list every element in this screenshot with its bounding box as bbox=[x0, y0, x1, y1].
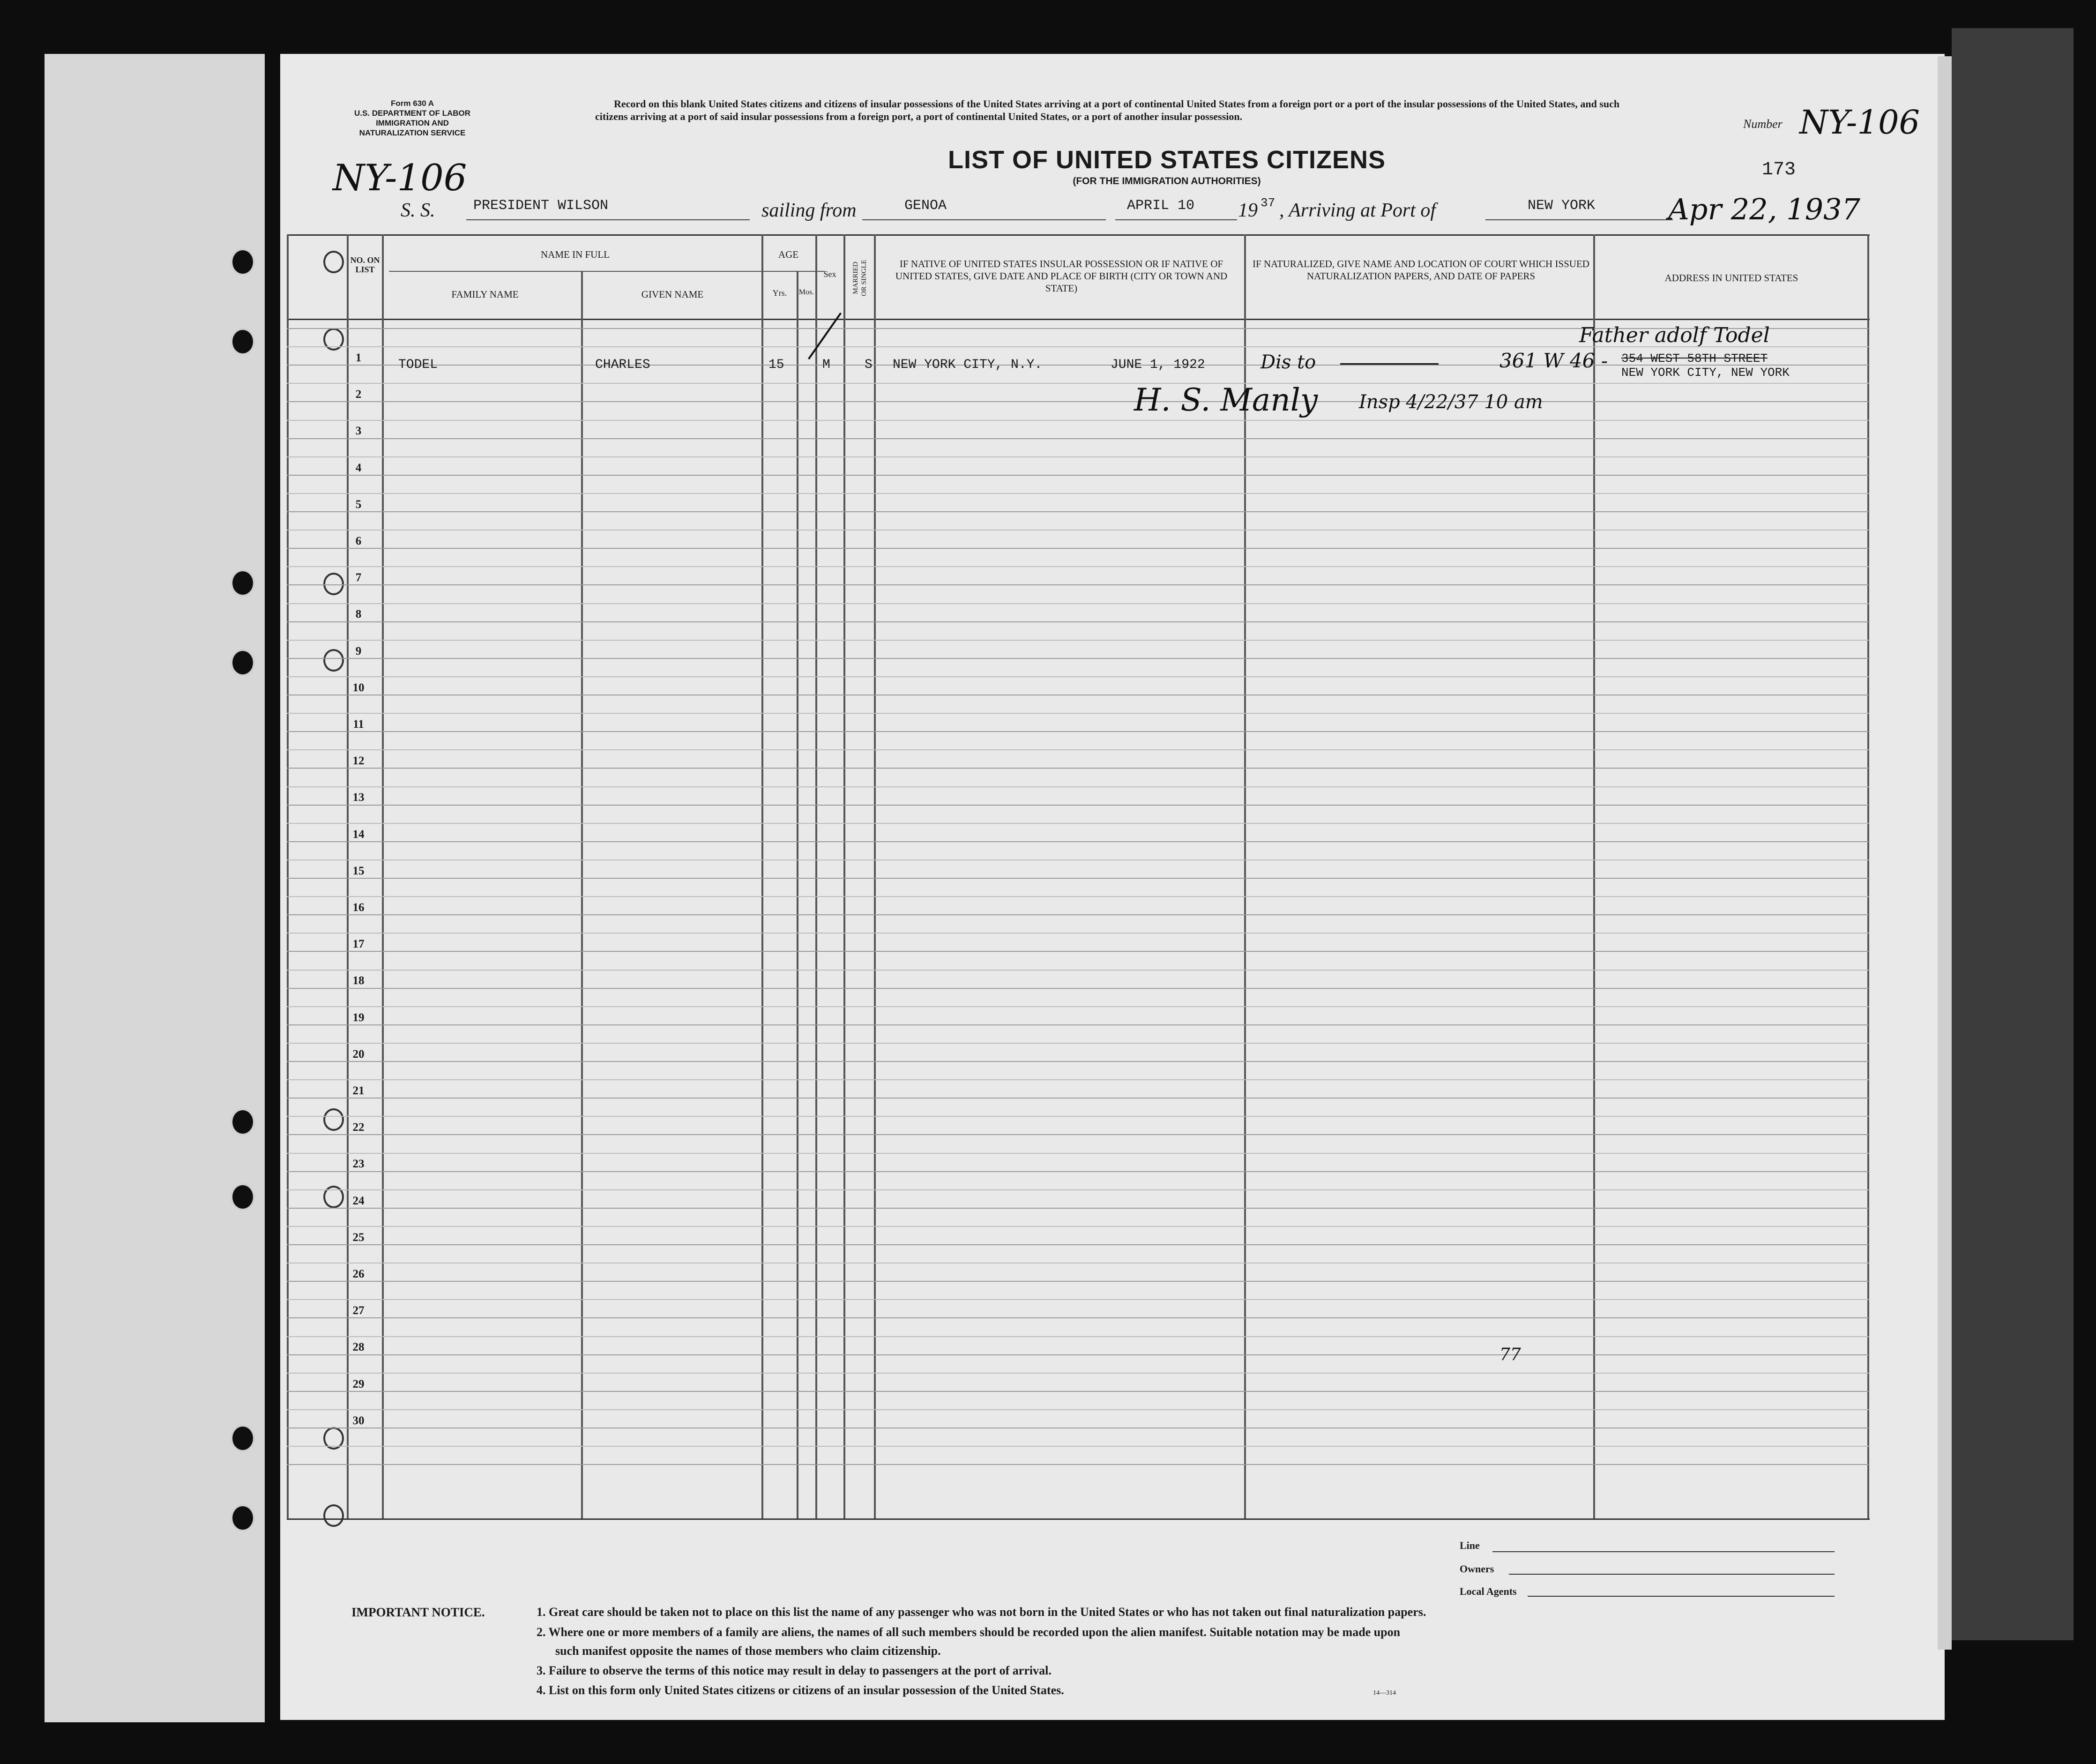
row-number: 28 bbox=[352, 1341, 365, 1353]
row-number: 3 bbox=[355, 425, 362, 437]
row-rule bbox=[287, 1336, 1870, 1337]
owners-rule bbox=[1509, 1574, 1835, 1575]
row-number: 9 bbox=[355, 645, 362, 658]
entry-given-name: CHARLES bbox=[595, 358, 650, 372]
row-number: 6 bbox=[355, 535, 362, 547]
punch-hole bbox=[231, 1425, 255, 1452]
page-subtitle: (FOR THE IMMIGRATION AUTHORITIES) bbox=[1073, 176, 1261, 187]
punch-ring bbox=[323, 1504, 344, 1527]
row-rule bbox=[287, 420, 1870, 421]
row-rule bbox=[287, 1079, 1870, 1080]
page-number: 173 bbox=[1762, 159, 1796, 180]
sailing-label: sailing from bbox=[761, 200, 857, 221]
row-rule bbox=[287, 1006, 1870, 1007]
row-rule bbox=[287, 1299, 1870, 1300]
table-top-border bbox=[287, 234, 1870, 236]
row-number: 4 bbox=[355, 462, 362, 474]
row-number: 30 bbox=[352, 1414, 365, 1427]
col-no-on-list: NO. ON LIST bbox=[350, 255, 380, 274]
note-dis-to: Dis to bbox=[1261, 351, 1316, 373]
form-number: Form 630 A bbox=[391, 99, 434, 108]
row-number: 14 bbox=[352, 828, 365, 841]
col-line bbox=[1593, 234, 1595, 1518]
punch-ring bbox=[323, 251, 344, 273]
ship-underline bbox=[466, 219, 750, 220]
arrival-underline bbox=[1485, 219, 1673, 220]
row-number: 24 bbox=[352, 1195, 365, 1207]
row-number: 26 bbox=[352, 1268, 365, 1280]
entry-address-line2: NEW YORK CITY, NEW YORK bbox=[1621, 366, 1790, 380]
ss-label: S. S. bbox=[401, 200, 435, 221]
row-rule bbox=[287, 603, 1870, 604]
table-bottom-border bbox=[287, 1518, 1870, 1520]
col-birth-info: IF NATIVE OF UNITED STATES INSULAR POSSESSION OR IF NATIVE OF UNITED STATES, GIVE DATE AND PLACE OF BIRTH (CITY OR TOWN AND STATE) bbox=[895, 258, 1228, 294]
inspector-signature: H. S. Manly bbox=[1134, 382, 1318, 418]
col-line bbox=[382, 234, 384, 1518]
line-rule bbox=[1492, 1551, 1835, 1552]
form-identifier bbox=[328, 98, 497, 138]
entry-marital: S bbox=[865, 358, 873, 372]
row-rule bbox=[287, 456, 1870, 457]
row-rule bbox=[287, 1464, 1870, 1465]
row-number: 27 bbox=[352, 1304, 365, 1317]
row-rule bbox=[287, 878, 1870, 879]
print-code: 14—314 bbox=[1373, 1689, 1396, 1697]
row-rule bbox=[287, 1391, 1870, 1392]
col-line bbox=[287, 234, 289, 1518]
punch-ring bbox=[323, 649, 344, 672]
col-line bbox=[761, 234, 763, 1518]
row-rule bbox=[287, 1098, 1870, 1099]
row-rule bbox=[287, 1153, 1870, 1154]
note-father: Father adolf Todel bbox=[1579, 323, 1770, 347]
row-number: 23 bbox=[352, 1158, 365, 1170]
row-rule bbox=[287, 548, 1870, 549]
strikethrough-mark bbox=[1340, 363, 1439, 365]
row-rule bbox=[287, 786, 1870, 787]
notice-title: IMPORTANT NOTICE. bbox=[351, 1605, 485, 1619]
row-rule bbox=[287, 768, 1870, 769]
agents-rule bbox=[1528, 1596, 1835, 1597]
punch-hole bbox=[231, 328, 255, 355]
col-line bbox=[581, 272, 583, 1518]
row-rule bbox=[287, 1244, 1870, 1245]
row-rule bbox=[287, 1281, 1870, 1282]
number-label: Number bbox=[1743, 117, 1783, 131]
row-number: 19 bbox=[352, 1011, 365, 1024]
col-given-name: GIVEN NAME bbox=[641, 289, 704, 300]
sailing-port: GENOA bbox=[904, 198, 947, 214]
entry-age: 15 bbox=[768, 358, 784, 372]
owners-label: Owners bbox=[1460, 1563, 1494, 1575]
col-mos: Mos. bbox=[798, 288, 814, 296]
row-rule bbox=[287, 621, 1870, 622]
row-rule bbox=[287, 383, 1870, 384]
page-title: LIST OF UNITED STATES CITIZENS bbox=[948, 146, 1386, 174]
row-number: 11 bbox=[353, 718, 364, 731]
row-number: 15 bbox=[352, 865, 365, 877]
number-value: NY-106 bbox=[1799, 103, 1920, 142]
name-subheader-line bbox=[389, 271, 768, 272]
row-rule bbox=[287, 1024, 1870, 1025]
row-rule bbox=[287, 731, 1870, 732]
row-rule bbox=[287, 1061, 1870, 1062]
date-underline bbox=[1115, 219, 1237, 220]
row-rule bbox=[287, 951, 1870, 952]
row-rule bbox=[287, 658, 1870, 659]
row-rule bbox=[287, 438, 1870, 439]
row-rule bbox=[287, 896, 1870, 897]
col-sex: Sex bbox=[823, 269, 836, 279]
row-rule bbox=[287, 841, 1870, 842]
row-number: 16 bbox=[352, 901, 365, 914]
sheet-edge bbox=[1938, 56, 1952, 1650]
year-suffix: 37 bbox=[1261, 196, 1276, 210]
entry-address-line1: 354 WEST 58TH STREET bbox=[1621, 351, 1768, 366]
row-number: 17 bbox=[352, 938, 365, 950]
row-rule bbox=[287, 1208, 1870, 1209]
row-number: 29 bbox=[352, 1378, 365, 1390]
manifest-sheet bbox=[280, 54, 1945, 1720]
arriving-label: , Arriving at Port of bbox=[1279, 200, 1436, 221]
col-line bbox=[843, 234, 845, 1518]
header-bottom-border bbox=[287, 319, 1870, 320]
col-line bbox=[797, 272, 798, 1518]
row-rule bbox=[287, 970, 1870, 971]
entry-family-name: TODEL bbox=[398, 358, 438, 372]
row-number: 2 bbox=[355, 388, 362, 401]
service-line1: IMMIGRATION AND bbox=[376, 119, 449, 127]
notice-3: 3. Failure to observe the terms of this notice may result in delay to passengers at the port of arrival. bbox=[537, 1664, 1052, 1677]
row-rule bbox=[287, 530, 1870, 531]
punch-ring bbox=[323, 573, 344, 595]
row-rule bbox=[287, 676, 1870, 677]
row-rule bbox=[287, 914, 1870, 915]
row-number: 25 bbox=[352, 1231, 365, 1244]
ship-name: PRESIDENT WILSON bbox=[473, 198, 609, 214]
row-rule bbox=[287, 566, 1870, 567]
col-family-name: FAMILY NAME bbox=[451, 289, 519, 300]
row-rule bbox=[287, 1226, 1870, 1227]
col-line bbox=[815, 234, 817, 1518]
handwritten-code: NY-106 bbox=[333, 157, 467, 199]
row-number: 1 bbox=[355, 351, 362, 364]
row-number: 22 bbox=[352, 1121, 365, 1134]
col-naturalized-info: IF NATURALIZED, GIVE NAME AND LOCATION OF COURT WHICH ISSUED NATURALIZATION PAPERS, AND DATE OF PAPERS bbox=[1253, 258, 1589, 282]
row-rule bbox=[287, 511, 1870, 512]
entry-birthplace: NEW YORK CITY, N.Y. bbox=[893, 358, 1043, 372]
col-age: AGE bbox=[778, 249, 799, 260]
punch-hole bbox=[231, 649, 255, 676]
row-number: 10 bbox=[352, 681, 365, 694]
row-rule bbox=[287, 1317, 1870, 1318]
col-address: ADDRESS IN UNITED STATES bbox=[1664, 272, 1798, 284]
line-label: Line bbox=[1460, 1540, 1480, 1551]
binder-strip bbox=[45, 54, 265, 1722]
row-rule bbox=[287, 1189, 1870, 1190]
row-number: 8 bbox=[355, 608, 362, 620]
service-line2: NATURALIZATION SERVICE bbox=[359, 128, 466, 137]
arrival-date-handwritten: Apr 22, 1937 bbox=[1668, 192, 1860, 226]
punch-hole bbox=[231, 248, 255, 276]
sailing-date: APRIL 10 bbox=[1127, 198, 1195, 214]
row-number: 18 bbox=[352, 974, 365, 987]
row-rule bbox=[287, 475, 1870, 476]
row-rule bbox=[287, 1373, 1870, 1374]
note-new-address: 361 W 46 - bbox=[1499, 349, 1608, 372]
punch-ring bbox=[323, 1108, 344, 1131]
row-rule bbox=[287, 1354, 1870, 1355]
notice-2b: such manifest opposite the names of those members who claim citizenship. bbox=[555, 1644, 941, 1658]
row-rule bbox=[287, 823, 1870, 824]
row-rule bbox=[287, 584, 1870, 585]
punch-hole bbox=[231, 569, 255, 597]
year-prefix: 19 bbox=[1238, 200, 1258, 221]
punch-hole bbox=[231, 1183, 255, 1211]
row-rule bbox=[287, 749, 1870, 750]
next-page-edge bbox=[1952, 28, 2074, 1640]
notice-2a: 2. Where one or more members of a family are aliens, the names of all such members should be recorded upon the alien manifest. Suitable notation may be made upon bbox=[537, 1625, 1401, 1639]
row-rule bbox=[287, 805, 1870, 806]
row-number: 12 bbox=[352, 755, 365, 767]
row-rule bbox=[287, 401, 1870, 402]
arrival-port: NEW YORK bbox=[1528, 198, 1596, 214]
entry-sex: M bbox=[822, 358, 830, 372]
col-yrs: Yrs. bbox=[772, 288, 787, 298]
row-rule bbox=[287, 1171, 1870, 1172]
row-number: 13 bbox=[352, 791, 365, 804]
col-line bbox=[1244, 234, 1246, 1518]
punch-hole bbox=[231, 1504, 255, 1532]
row-rule bbox=[287, 1446, 1870, 1447]
row-rule bbox=[287, 933, 1870, 934]
row-rule bbox=[287, 1409, 1870, 1410]
row-number: 21 bbox=[352, 1084, 365, 1097]
row-rule bbox=[287, 640, 1870, 641]
agents-label: Local Agents bbox=[1460, 1585, 1517, 1597]
instructions: Record on this blank United States citizens and citizens of insular possessions of the United States arriving at a port of continental United States from a foreign port or a port of the insular possessions of the United States, and such citizens arriving at a port of said insular possessions from a foreign port, a port of continental United States, or a port of another insular possession. bbox=[595, 98, 1620, 122]
notice-4: 4. List on this form only United States citizens or citizens of an insular possession of the United States. bbox=[537, 1683, 1064, 1697]
punch-hole bbox=[231, 1108, 255, 1136]
row-number: 20 bbox=[352, 1048, 365, 1061]
row-rule bbox=[287, 988, 1870, 989]
col-line bbox=[874, 234, 876, 1518]
clerk-initials: 77 bbox=[1499, 1345, 1521, 1364]
port-underline bbox=[862, 219, 1106, 220]
inspection-note: Insp 4/22/37 10 am bbox=[1359, 391, 1543, 413]
entry-birth-date: JUNE 1, 1922 bbox=[1111, 358, 1205, 372]
row-rule bbox=[287, 1134, 1870, 1135]
row-rule bbox=[287, 713, 1870, 714]
row-number: 5 bbox=[355, 498, 362, 511]
col-married-single: MARRIED OR SINGLE bbox=[852, 260, 868, 296]
department: U.S. DEPARTMENT OF LABOR bbox=[354, 109, 471, 118]
col-line bbox=[1867, 234, 1869, 1518]
row-rule bbox=[287, 493, 1870, 494]
row-rule bbox=[287, 1116, 1870, 1117]
col-name-in-full: NAME IN FULL bbox=[541, 249, 610, 260]
notice-1: 1. Great care should be taken not to place on this list the name of any passenger who was not born in the United States or who has not taken out final naturalization papers. bbox=[537, 1605, 1426, 1619]
row-number: 7 bbox=[355, 571, 362, 584]
row-rule bbox=[287, 1043, 1870, 1044]
